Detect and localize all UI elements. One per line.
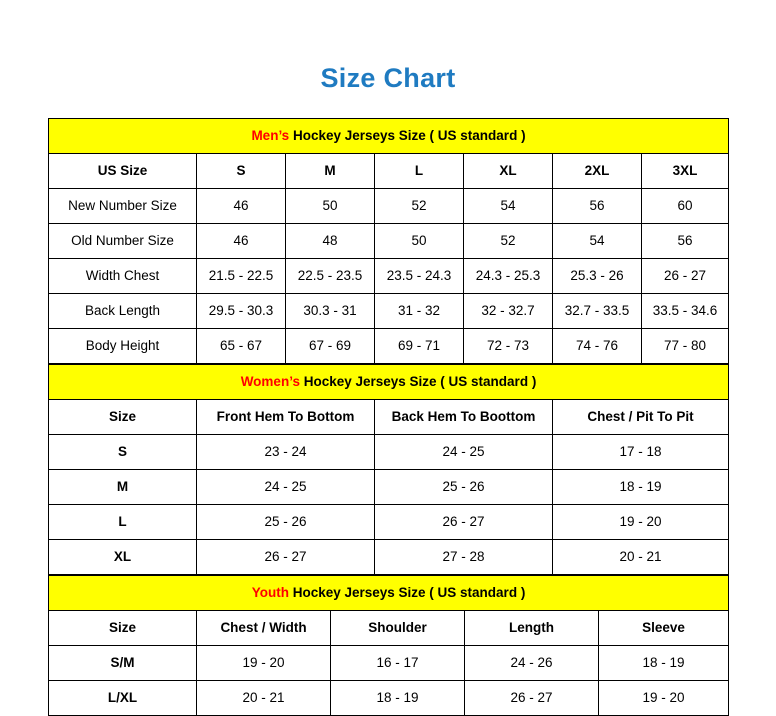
mens-row-0-label: New Number Size <box>49 188 197 223</box>
womens-row-1-val-1: 25 - 26 <box>375 469 553 504</box>
youth-col-2: Shoulder <box>331 610 465 645</box>
mens-row-3-val-3: 32 - 32.7 <box>464 293 553 328</box>
mens-row-2-val-0: 21.5 - 22.5 <box>197 258 286 293</box>
womens-row-0-val-0: 23 - 24 <box>197 434 375 469</box>
womens-row-2-label: L <box>49 504 197 539</box>
mens-row-1-label: Old Number Size <box>49 223 197 258</box>
mens-row-1-val-5: 56 <box>642 223 729 258</box>
youth-row-0-val-2: 24 - 26 <box>465 645 599 680</box>
mens-row-2-val-4: 25.3 - 26 <box>553 258 642 293</box>
youth-section-header <box>49 575 729 610</box>
mens-col-3: L <box>375 153 464 188</box>
womens-col-2: Back Hem To Boottom <box>375 399 553 434</box>
womens-col-3: Chest / Pit To Pit <box>553 399 729 434</box>
table-header-row <box>49 153 729 188</box>
youth-header-text: Hockey Jerseys Size ( US standard ) <box>288 584 526 600</box>
mens-col-0: US Size <box>49 153 197 188</box>
womens-row-0-label: S <box>49 434 197 469</box>
mens-col-2: M <box>286 153 375 188</box>
mens-row-1-val-1: 48 <box>286 223 375 258</box>
youth-col-1: Chest / Width <box>197 610 331 645</box>
mens-row-4-val-4: 74 - 76 <box>553 328 642 363</box>
youth-row-1-val-0: 20 - 21 <box>197 680 331 715</box>
table-row <box>49 469 729 504</box>
size-chart-tables <box>48 94 728 716</box>
mens-row-0-val-4: 56 <box>553 188 642 223</box>
mens-row-0-val-3: 54 <box>464 188 553 223</box>
womens-row-1-val-2: 18 - 19 <box>553 469 729 504</box>
mens-row-0-val-2: 52 <box>375 188 464 223</box>
mens-row-1-val-0: 46 <box>197 223 286 258</box>
table-row <box>49 504 729 539</box>
mens-row-1-val-4: 54 <box>553 223 642 258</box>
mens-row-2-val-1: 22.5 - 23.5 <box>286 258 375 293</box>
womens-header-accent: Women’s <box>240 373 300 389</box>
table-row <box>49 680 729 715</box>
mens-header-accent: Men’s <box>251 127 290 143</box>
mens-row-3-val-1: 30.3 - 31 <box>286 293 375 328</box>
womens-row-2-val-1: 26 - 27 <box>375 504 553 539</box>
mens-row-0-val-0: 46 <box>197 188 286 223</box>
table-row <box>49 293 729 328</box>
mens-row-4-val-2: 69 - 71 <box>375 328 464 363</box>
youth-row-0-val-1: 16 - 17 <box>331 645 465 680</box>
mens-row-4-val-0: 65 - 67 <box>197 328 286 363</box>
mens-row-3-val-4: 32.7 - 33.5 <box>553 293 642 328</box>
womens-row-3-val-1: 27 - 28 <box>375 539 553 574</box>
womens-row-1-label: M <box>49 469 197 504</box>
mens-row-4-val-5: 77 - 80 <box>642 328 729 363</box>
table-row <box>49 328 729 363</box>
youth-row-0-label: S/M <box>49 645 197 680</box>
table-row <box>49 258 729 293</box>
womens-row-3-label: XL <box>49 539 197 574</box>
womens-row-2-val-2: 19 - 20 <box>553 504 729 539</box>
youth-row-0-val-0: 19 - 20 <box>197 645 331 680</box>
table-header-row <box>49 610 729 645</box>
mens-row-3-val-2: 31 - 32 <box>375 293 464 328</box>
table-row <box>49 188 729 223</box>
youth-row-1-val-1: 18 - 19 <box>331 680 465 715</box>
youth-col-0: Size <box>49 610 197 645</box>
womens-row-2-val-0: 25 - 26 <box>197 504 375 539</box>
mens-row-3-label: Back Length <box>49 293 197 328</box>
youth-header-accent: Youth <box>251 584 289 600</box>
womens-col-0: Size <box>49 399 197 434</box>
mens-row-4-val-1: 67 - 69 <box>286 328 375 363</box>
mens-col-1: S <box>197 153 286 188</box>
mens-row-2-val-5: 26 - 27 <box>642 258 729 293</box>
mens-row-2-label: Width Chest <box>49 258 197 293</box>
womens-row-1-val-0: 24 - 25 <box>197 469 375 504</box>
youth-row-1-val-3: 19 - 20 <box>599 680 729 715</box>
table-row <box>49 434 729 469</box>
table-section-header-row <box>49 364 729 399</box>
mens-row-3-val-5: 33.5 - 34.6 <box>642 293 729 328</box>
table-section-header-row <box>49 575 729 610</box>
youth-row-0-val-3: 18 - 19 <box>599 645 729 680</box>
mens-row-0-val-1: 50 <box>286 188 375 223</box>
mens-row-2-val-2: 23.5 - 24.3 <box>375 258 464 293</box>
youth-row-1-val-2: 26 - 27 <box>465 680 599 715</box>
mens-row-4-label: Body Height <box>49 328 197 363</box>
mens-header-text: Hockey Jerseys Size ( US standard ) <box>289 127 526 143</box>
womens-size-table <box>48 364 729 575</box>
mens-row-3-val-0: 29.5 - 30.3 <box>197 293 286 328</box>
mens-size-table <box>48 118 729 364</box>
mens-row-4-val-3: 72 - 73 <box>464 328 553 363</box>
youth-row-1-label: L/XL <box>49 680 197 715</box>
table-section-header-row <box>49 118 729 153</box>
womens-row-0-val-1: 24 - 25 <box>375 434 553 469</box>
mens-col-6: 3XL <box>642 153 729 188</box>
table-row <box>49 539 729 574</box>
mens-col-5: 2XL <box>553 153 642 188</box>
youth-col-4: Sleeve <box>599 610 729 645</box>
womens-row-3-val-0: 26 - 27 <box>197 539 375 574</box>
mens-row-1-val-3: 52 <box>464 223 553 258</box>
table-row <box>49 223 729 258</box>
womens-section-header <box>49 364 729 399</box>
table-row <box>49 645 729 680</box>
mens-section-header <box>49 118 729 153</box>
womens-row-0-val-2: 17 - 18 <box>553 434 729 469</box>
youth-size-table <box>48 575 729 716</box>
page-title: Size Chart <box>320 63 456 93</box>
mens-row-0-val-5: 60 <box>642 188 729 223</box>
womens-header-text: Hockey Jerseys Size ( US standard ) <box>299 373 537 389</box>
womens-row-3-val-2: 20 - 21 <box>553 539 729 574</box>
table-header-row <box>49 399 729 434</box>
womens-col-1: Front Hem To Bottom <box>197 399 375 434</box>
mens-row-1-val-2: 50 <box>375 223 464 258</box>
youth-col-3: Length <box>465 610 599 645</box>
mens-row-2-val-3: 24.3 - 25.3 <box>464 258 553 293</box>
mens-col-4: XL <box>464 153 553 188</box>
